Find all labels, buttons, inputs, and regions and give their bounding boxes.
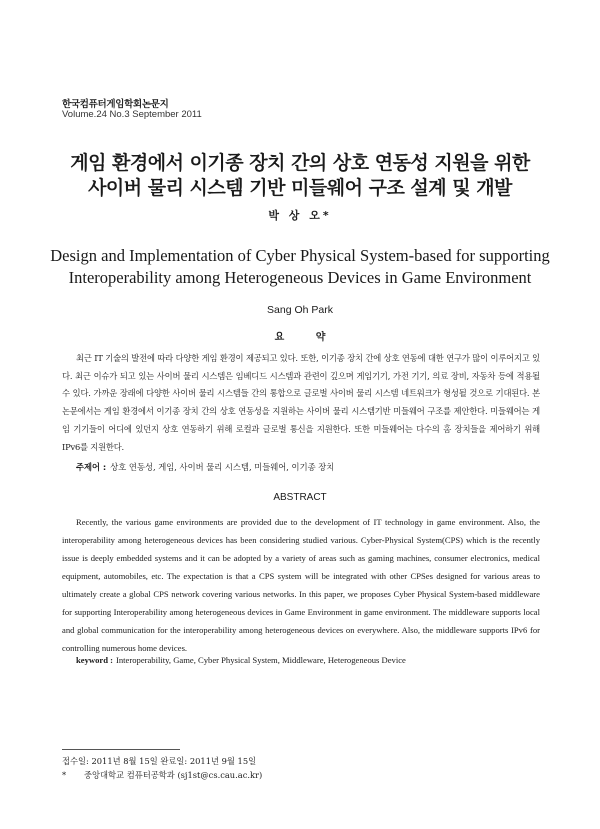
english-keywords (76, 655, 546, 665)
english-keywords-label: keyword : (76, 655, 113, 665)
korean-keywords (76, 461, 546, 473)
korean-title-line-2: 사이버 물리 시스템 기반 미들웨어 구조 설계 및 개발 (88, 177, 512, 199)
english-keywords-text: Interoperability, Game, Cyber Physical System, Middleware, Heterogeneous Device (116, 655, 406, 665)
journal-name: 한국컴퓨터게임학회논문지 (62, 99, 169, 110)
korean-abstract-heading: 요 약 (274, 332, 340, 343)
received-dates: 접수일: 2011년 8월 15일 완료일: 2011년 9월 15일 (62, 756, 257, 766)
affiliation-mark: * (62, 770, 67, 780)
footnote-divider (62, 749, 180, 750)
journal-volume: Volume.24 No.3 September 2011 (62, 109, 202, 120)
korean-abstract-body: 최근 IT 기술의 발전에 따라 다양한 게임 환경이 제공되고 있다. 또한, 이기종 장치 간에 상호 연동에 대한 연구가 많이 이루어지고 있다. 최근 이슈가 되고 있는 사이버 물리 시스템은 임베디드 시스템과 관련이 깊으며 게임기기, 가전 기기, 의료 장비, 자동차 등에 적용될 수 있다. 가까운 장래에 다양한 사이버 물리 시스템들 간의 통합으로 글로벌 사이버 물리 시스템 네트워크가 형성될 것으로 기대된다. 본 논문에서는 게임 환경에서 이기종 장치 간의 상호 연동성을 지원하는 사이버 물리 시스템기반 미들웨어 구조를 제안한다. 미들웨어는 게임 기기들이 어디에 있던지 상호 연동하기 위해 로컬과 글로벌 통신을 지원한다. 또한 미들웨어는 다수의 홈 장치들을 제어하기 위해 IPv6를 지원한다. (62, 353, 540, 452)
affiliation-text: 중앙대학교 컴퓨터공학과 (sj1st@cs.cau.ac.kr) (84, 770, 263, 780)
english-abstract-body: Recently, the various game environments are provided due to the development of IT technology in game environment. Also, the interoperability among heterogeneous devices has been considering studied various. Cyber-Physical System(CPS) which is the recently issue is deeply embedded systems and it can be adopted by a variety of areas such as gaming machines, consumer electronics, medical equipment, automobiles, etc. The expectation is that a CPS system will be integrated with other CPSes designed for various areas to ultimately create a global CPS network covering various networks. In this paper, we proposes Cyber Physical System-based middleware for supporting Interoperability among heterogeneous devices in Game Environment in game environment. The middleware supports local and global communication for the interoperability among heterogeneous devices on everywhere. Also, the middleware supports IPv6 for controlling numerous home devices. (62, 517, 540, 653)
korean-keywords-text: 상호 연동성, 게임, 사이버 물리 시스템, 미들웨어, 이기종 장치 (110, 462, 335, 472)
author-affiliation (62, 769, 262, 781)
korean-keywords-label: 주제어 : (76, 462, 107, 472)
korean-author: 박 상 오* (268, 209, 332, 222)
english-abstract-heading: ABSTRACT (273, 492, 327, 503)
english-title-line-2: Interoperability among Heterogeneous Devices in Game Environment (68, 268, 532, 287)
english-author: Sang Oh Park (267, 304, 333, 316)
korean-title-line-1: 게임 환경에서 이기종 장치 간의 상호 연동성 지원을 위한 (70, 152, 530, 174)
english-title-line-1: Design and Implementation of Cyber Physical System-based for supporting (50, 246, 550, 265)
